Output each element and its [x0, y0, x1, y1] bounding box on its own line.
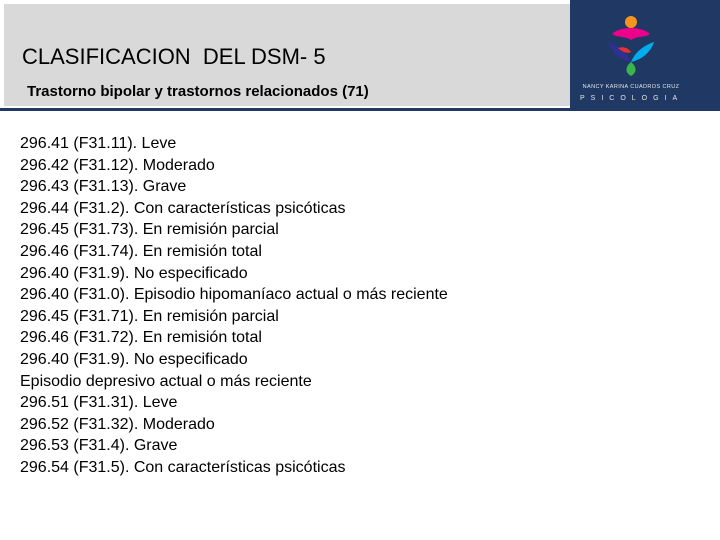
person-figure-logo-icon: [598, 12, 664, 78]
list-item: 296.53 (F31.4). Grave: [20, 437, 178, 455]
list-item: 296.45 (F31.71). En remisión parcial: [20, 307, 279, 325]
slide-subtitle: Trastorno bipolar y trastornos relacionados (71): [27, 83, 369, 100]
list-item: 296.52 (F31.32). Moderado: [20, 415, 215, 433]
list-item: 296.43 (F31.13). Grave: [20, 178, 187, 196]
list-item: 296.45 (F31.73). En remisión parcial: [20, 221, 279, 239]
list-item: 296.51 (F31.31). Leve: [20, 394, 178, 412]
list-item: 296.42 (F31.12). Moderado: [20, 156, 215, 174]
list-item: 296.46 (F31.74). En remisión total: [20, 242, 262, 260]
classification-list: [20, 133, 448, 479]
list-item: 296.44 (F31.2). Con características psicóticas: [20, 199, 346, 217]
list-item: 296.54 (F31.5). Con características psicóticas: [20, 458, 346, 476]
header-divider: [0, 108, 720, 111]
slide-title: CLASIFICACION DEL DSM- 5: [22, 44, 326, 69]
logo-subtitle: PSICOLOGIA: [580, 95, 684, 102]
list-item: 296.40 (F31.9). No especificado: [20, 350, 248, 368]
list-item: 296.46 (F31.72). En remisión total: [20, 329, 262, 347]
list-item: 296.41 (F31.11). Leve: [20, 135, 177, 152]
list-item: 296.40 (F31.9). No especificado: [20, 264, 248, 282]
list-item: 296.40 (F31.0). Episodio hipomaníaco actual o más reciente: [20, 286, 448, 304]
logo-name: NANCY KARINA CUADROS CRUZ: [582, 84, 680, 90]
list-item: Episodio depresivo actual o más reciente: [20, 372, 312, 390]
